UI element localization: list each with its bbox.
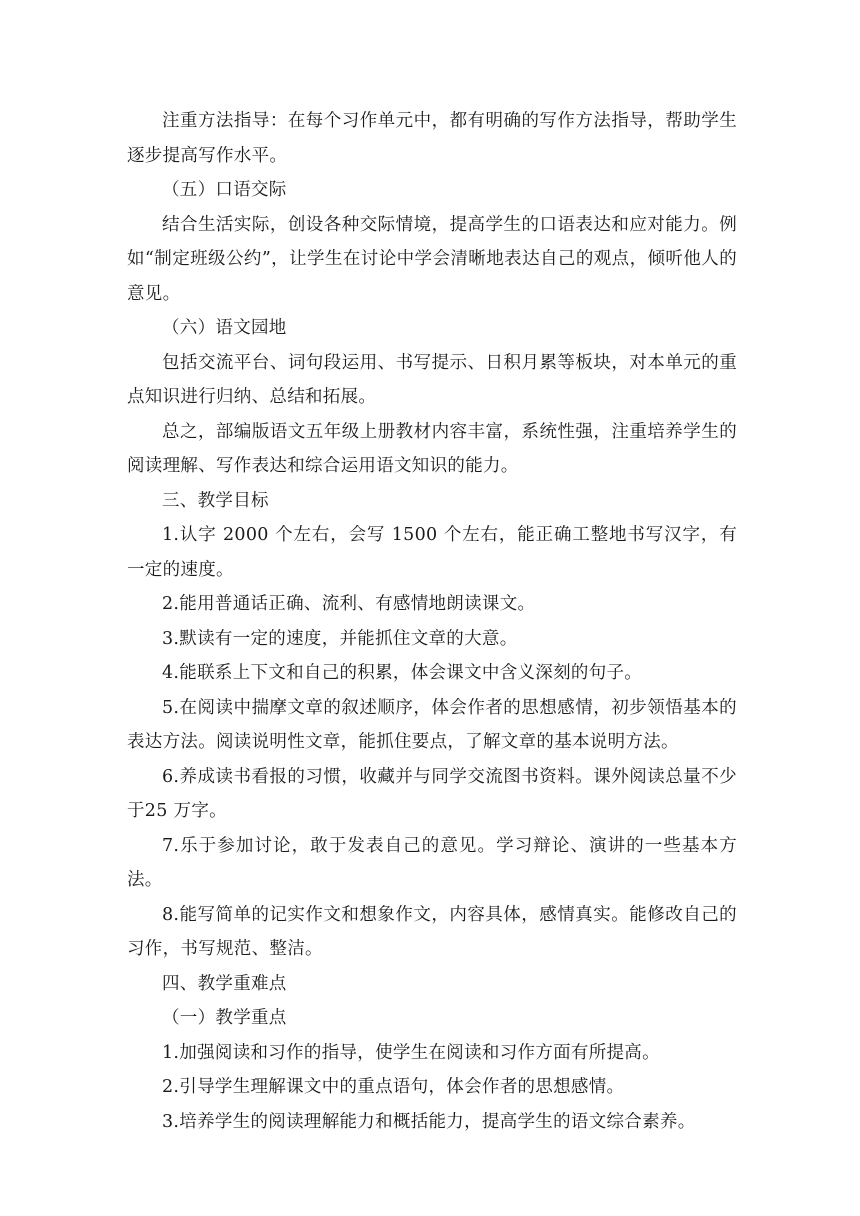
paragraph-chinese-garden: 包括交流平台、词句段运用、书写提示、日积月累等板块，对本单元的重点知识进行归纳、总结和拓展。 [127, 352, 737, 407]
paragraph-summary: 总之，部编版语文五年级上册教材内容丰富，系统性强，注重培养学生的阅读理解、写作表达和综合运用语文知识的能力。 [127, 421, 737, 476]
goal-item-7: 7.乐于参加讨论，敢于发表自己的意见。学习辩论、演讲的一些基本方法。 [127, 835, 737, 890]
goal-item-5: 5.在阅读中揣摩文章的叙述顺序，体会作者的思想感情，初步领悟基本的表达方法。阅读说明性文章，能抓住要点，了解文章的基本说明方法。 [127, 697, 737, 752]
goal-item-8: 8.能写简单的记实作文和想象作文，内容具体，感情真实。能修改自己的习作，书写规范、整洁。 [127, 904, 737, 959]
heading-teaching-goals: 三、教学目标 [162, 490, 269, 511]
paragraph-oral-communication: 结合生活实际，创设各种交际情境，提高学生的口语表达和应对能力。例如“制定班级公约”，让学生在讨论中学会清晰地表达自己的观点，倾听他人的意见。 [127, 214, 737, 304]
goal-item-3: 3.默读有一定的速度，并能抓住文章的大意。 [162, 628, 518, 649]
paragraph-method-guidance: 注重方法指导：在每个习作单元中，都有明确的写作方法指导，帮助学生逐步提高写作水平。 [127, 111, 737, 166]
key-point-item-1: 1.加强阅读和习作的指导，使学生在阅读和习作方面有所提高。 [162, 1042, 660, 1063]
goal-item-2: 2.能用普通话正确、流利、有感情地朗读课文。 [162, 594, 536, 614]
goal-item-4: 4.能联系上下文和自己的积累，体会课文中含义深刻的句子。 [162, 663, 643, 683]
heading-teaching-key-points: （一）教学重点 [162, 1008, 287, 1028]
heading-oral-communication: （五）口语交际 [162, 180, 287, 200]
heading-chinese-garden: （六）语文园地 [162, 318, 287, 338]
heading-key-difficult-points: 四、教学重难点 [162, 973, 287, 994]
document-body [127, 104, 737, 1139]
key-point-item-3: 3.培养学生的阅读理解能力和概括能力，提高学生的语文综合素养。 [162, 1111, 696, 1132]
goal-item-6: 6.养成读书看报的习惯，收藏并与同学交流图书资料。课外阅读总量不少于25 万字。 [127, 766, 737, 821]
goal-item-1: 1.认字 2000 个左右，会写 1500 个左右，能正确工整地书写汉字，有一定的速度。 [127, 525, 737, 580]
key-point-item-2: 2.引导学生理解课文中的重点语句，体会作者的思想感情。 [162, 1077, 625, 1097]
